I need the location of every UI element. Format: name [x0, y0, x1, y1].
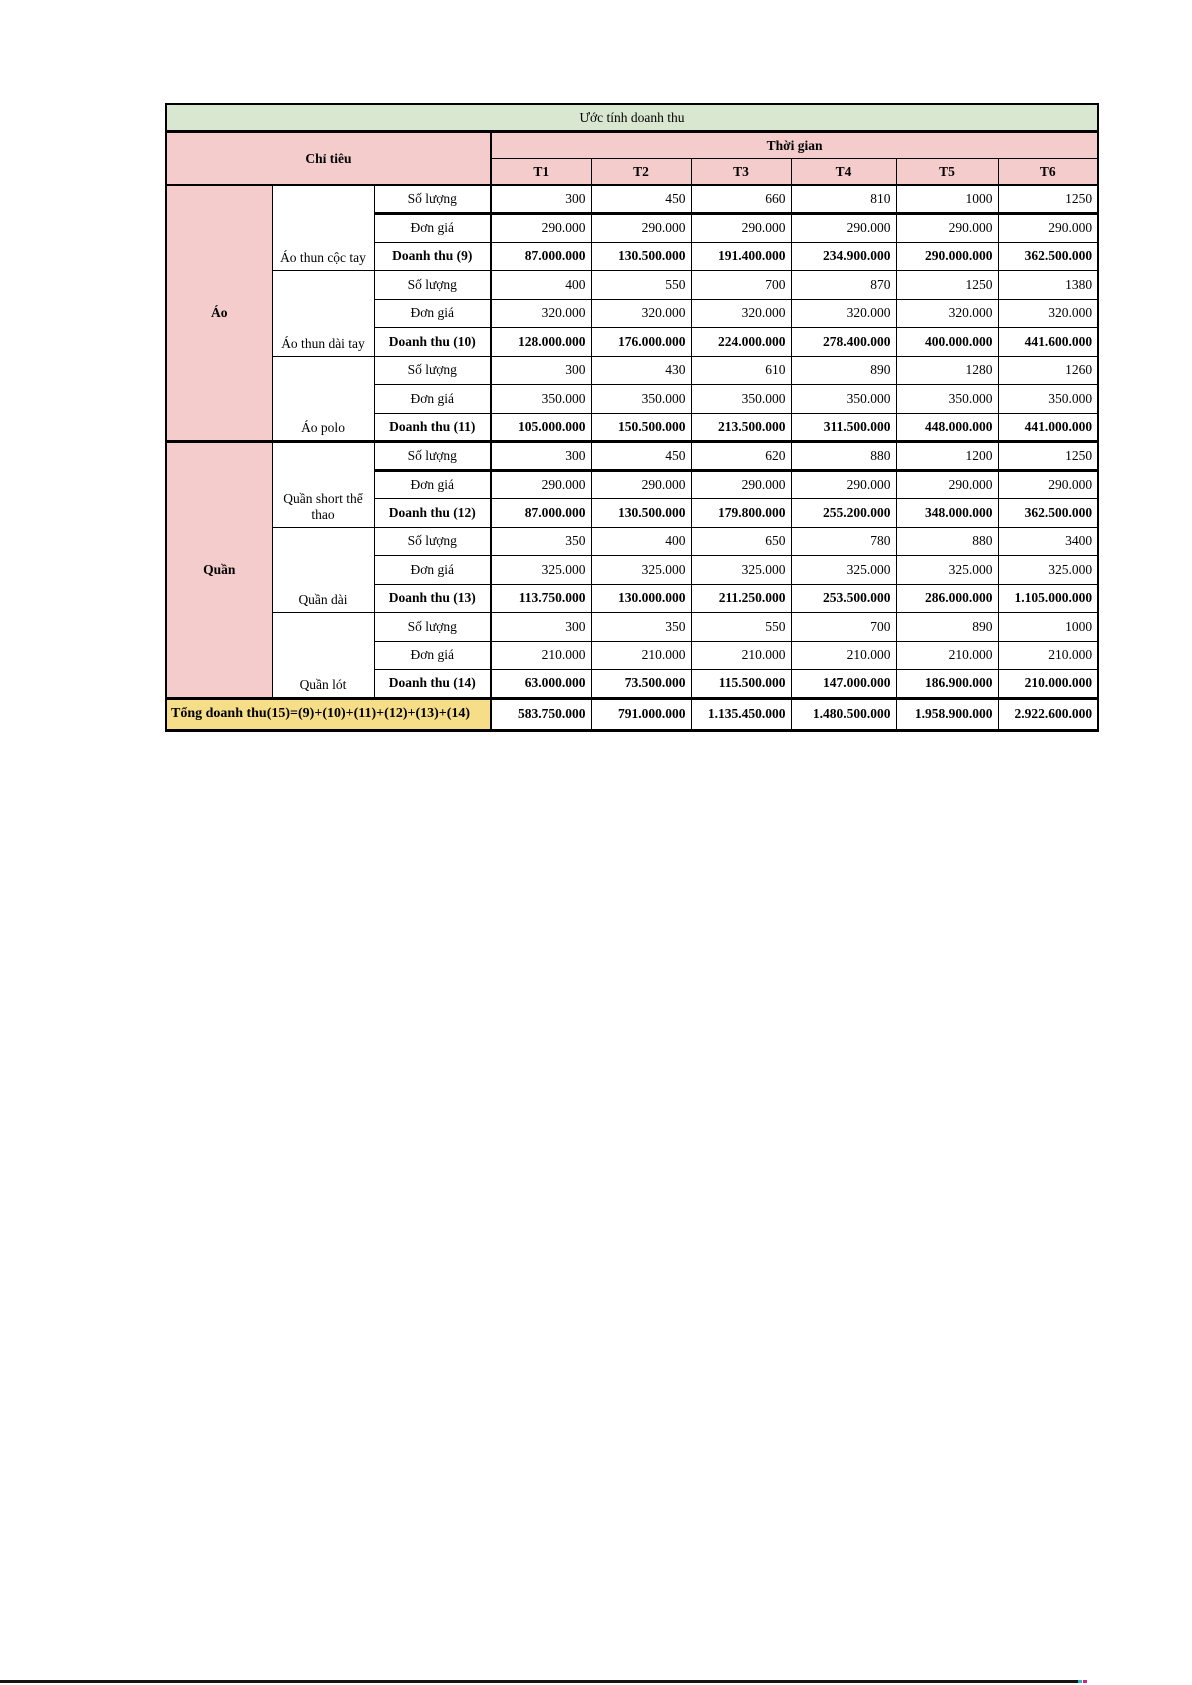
value-cell: 290.000: [591, 470, 691, 499]
product-label: Quần short thể thao: [272, 442, 374, 528]
value-cell: 211.250.000: [691, 584, 791, 613]
value-cell: 890: [791, 356, 896, 385]
value-cell: 325.000: [791, 556, 896, 585]
value-cell: 400: [591, 527, 691, 556]
value-cell: 350.000: [791, 385, 896, 414]
group-label-quan: Quần: [166, 442, 272, 699]
value-cell: 105.000.000: [491, 413, 591, 442]
metric-label: Doanh thu (9): [374, 242, 491, 271]
value-cell: 348.000.000: [896, 499, 998, 528]
value-cell: 550: [691, 613, 791, 642]
period-header-t4: T4: [791, 159, 896, 186]
total-value-cell: 791.000.000: [591, 698, 691, 730]
value-cell: 350: [591, 613, 691, 642]
value-cell: 1250: [896, 271, 998, 300]
value-cell: 362.500.000: [998, 242, 1098, 271]
value-cell: 880: [791, 442, 896, 471]
value-cell: 150.500.000: [591, 413, 691, 442]
value-cell: 880: [896, 527, 998, 556]
artifact-magenta-dot: [1083, 1680, 1087, 1683]
metric-label: Doanh thu (14): [374, 670, 491, 699]
value-cell: 186.900.000: [896, 670, 998, 699]
value-cell: 300: [491, 442, 591, 471]
metric-label: Đơn giá: [374, 214, 491, 243]
value-cell: 1250: [998, 185, 1098, 214]
group-label-ao: Áo: [166, 185, 272, 442]
value-cell: 290.000: [896, 214, 998, 243]
value-cell: 1200: [896, 442, 998, 471]
value-cell: 113.750.000: [491, 584, 591, 613]
total-value-cell: 1.135.450.000: [691, 698, 791, 730]
metric-label: Đơn giá: [374, 385, 491, 414]
time-header: Thời gian: [491, 132, 1098, 159]
metric-label: Doanh thu (10): [374, 328, 491, 357]
value-cell: 870: [791, 271, 896, 300]
value-cell: 179.800.000: [691, 499, 791, 528]
table-row: [166, 613, 1098, 642]
metric-label: Đơn giá: [374, 556, 491, 585]
value-cell: 87.000.000: [491, 242, 591, 271]
value-cell: 1250: [998, 442, 1098, 471]
total-value-cell: 2.922.600.000: [998, 698, 1098, 730]
value-cell: 1280: [896, 356, 998, 385]
metric-label: Đơn giá: [374, 299, 491, 328]
metric-label: Doanh thu (11): [374, 413, 491, 442]
period-header-t3: T3: [691, 159, 791, 186]
value-cell: 290.000: [896, 470, 998, 499]
value-cell: 620: [691, 442, 791, 471]
value-cell: 320.000: [591, 299, 691, 328]
metric-label: Đơn giá: [374, 470, 491, 499]
metric-label: Số lượng: [374, 442, 491, 471]
value-cell: 430: [591, 356, 691, 385]
value-cell: 450: [591, 185, 691, 214]
revenue-table: [165, 103, 1099, 732]
value-cell: 320.000: [998, 299, 1098, 328]
table-header: [166, 104, 1098, 185]
table-body: [166, 185, 1098, 698]
total-value-cell: 583.750.000: [491, 698, 591, 730]
value-cell: 290.000: [791, 470, 896, 499]
value-cell: 610: [691, 356, 791, 385]
period-header-t2: T2: [591, 159, 691, 186]
value-cell: 210.000: [791, 641, 896, 670]
criteria-header: Chỉ tiêu: [166, 132, 491, 186]
value-cell: 213.500.000: [691, 413, 791, 442]
value-cell: 1.105.000.000: [998, 584, 1098, 613]
value-cell: 300: [491, 185, 591, 214]
value-cell: 1000: [896, 185, 998, 214]
value-cell: 300: [491, 356, 591, 385]
value-cell: 890: [896, 613, 998, 642]
value-cell: 400.000.000: [896, 328, 998, 357]
value-cell: 234.900.000: [791, 242, 896, 271]
table-row: [166, 442, 1098, 471]
value-cell: 311.500.000: [791, 413, 896, 442]
metric-label: Số lượng: [374, 271, 491, 300]
value-cell: 660: [691, 185, 791, 214]
value-cell: 362.500.000: [998, 499, 1098, 528]
value-cell: 300: [491, 613, 591, 642]
value-cell: 278.400.000: [791, 328, 896, 357]
value-cell: 191.400.000: [691, 242, 791, 271]
value-cell: 320.000: [491, 299, 591, 328]
value-cell: 73.500.000: [591, 670, 691, 699]
table-row: [166, 185, 1098, 214]
value-cell: 290.000: [691, 470, 791, 499]
metric-label: Đơn giá: [374, 641, 491, 670]
metric-label: Doanh thu (13): [374, 584, 491, 613]
value-cell: 780: [791, 527, 896, 556]
value-cell: 290.000: [591, 214, 691, 243]
value-cell: 325.000: [998, 556, 1098, 585]
value-cell: 350: [491, 527, 591, 556]
value-cell: 320.000: [691, 299, 791, 328]
product-label: Áo polo: [272, 356, 374, 442]
value-cell: 441.600.000: [998, 328, 1098, 357]
value-cell: 700: [791, 613, 896, 642]
table-footer: [166, 698, 1098, 730]
value-cell: 3400: [998, 527, 1098, 556]
table-row: [166, 356, 1098, 385]
value-cell: 224.000.000: [691, 328, 791, 357]
value-cell: 210.000.000: [998, 670, 1098, 699]
metric-label: Số lượng: [374, 356, 491, 385]
value-cell: 350.000: [896, 385, 998, 414]
title-row: [166, 104, 1098, 132]
value-cell: 325.000: [591, 556, 691, 585]
value-cell: 700: [691, 271, 791, 300]
period-header-t1: T1: [491, 159, 591, 186]
value-cell: 290.000: [491, 214, 591, 243]
value-cell: 350.000: [491, 385, 591, 414]
value-cell: 210.000: [896, 641, 998, 670]
value-cell: 325.000: [491, 556, 591, 585]
metric-label: Số lượng: [374, 185, 491, 214]
value-cell: 87.000.000: [491, 499, 591, 528]
value-cell: 350.000: [691, 385, 791, 414]
value-cell: 115.500.000: [691, 670, 791, 699]
artifact-cyan-dot: [1078, 1680, 1082, 1683]
value-cell: 210.000: [998, 641, 1098, 670]
metric-label: Số lượng: [374, 527, 491, 556]
value-cell: 550: [591, 271, 691, 300]
value-cell: 450: [591, 442, 691, 471]
value-cell: 147.000.000: [791, 670, 896, 699]
value-cell: 448.000.000: [896, 413, 998, 442]
product-label: Áo thun cộc tay: [272, 185, 374, 271]
period-header-t5: T5: [896, 159, 998, 186]
value-cell: 350.000: [591, 385, 691, 414]
value-cell: 253.500.000: [791, 584, 896, 613]
value-cell: 810: [791, 185, 896, 214]
value-cell: 290.000: [998, 214, 1098, 243]
value-cell: 255.200.000: [791, 499, 896, 528]
value-cell: 128.000.000: [491, 328, 591, 357]
product-label: Áo thun dài tay: [272, 271, 374, 357]
table-row: [166, 271, 1098, 300]
value-cell: 176.000.000: [591, 328, 691, 357]
value-cell: 130.000.000: [591, 584, 691, 613]
value-cell: 350.000: [998, 385, 1098, 414]
total-row: [166, 698, 1098, 730]
value-cell: 320.000: [896, 299, 998, 328]
product-label: Quần dài: [272, 527, 374, 613]
value-cell: 210.000: [691, 641, 791, 670]
value-cell: 441.000.000: [998, 413, 1098, 442]
table-row: [166, 527, 1098, 556]
value-cell: 286.000.000: [896, 584, 998, 613]
value-cell: 325.000: [896, 556, 998, 585]
period-header-t6: T6: [998, 159, 1098, 186]
value-cell: 290.000: [691, 214, 791, 243]
value-cell: 130.500.000: [591, 242, 691, 271]
value-cell: 1000: [998, 613, 1098, 642]
value-cell: 1260: [998, 356, 1098, 385]
total-label: Tổng doanh thu(15)=(9)+(10)+(11)+(12)+(13)+(14): [166, 698, 491, 730]
metric-label: Số lượng: [374, 613, 491, 642]
value-cell: 290.000: [791, 214, 896, 243]
value-cell: 290.000.000: [896, 242, 998, 271]
value-cell: 63.000.000: [491, 670, 591, 699]
value-cell: 400: [491, 271, 591, 300]
total-value-cell: 1.958.900.000: [896, 698, 998, 730]
value-cell: 290.000: [491, 470, 591, 499]
page-bottom-border-line: [0, 1680, 1078, 1683]
value-cell: 210.000: [591, 641, 691, 670]
metric-label: Doanh thu (12): [374, 499, 491, 528]
total-value-cell: 1.480.500.000: [791, 698, 896, 730]
value-cell: 650: [691, 527, 791, 556]
value-cell: 1380: [998, 271, 1098, 300]
value-cell: 210.000: [491, 641, 591, 670]
value-cell: 130.500.000: [591, 499, 691, 528]
product-label: Quần lót: [272, 613, 374, 699]
value-cell: 290.000: [998, 470, 1098, 499]
header-band-row: [166, 132, 1098, 159]
table-title: Ước tính doanh thu: [166, 104, 1098, 132]
value-cell: 325.000: [691, 556, 791, 585]
value-cell: 320.000: [791, 299, 896, 328]
